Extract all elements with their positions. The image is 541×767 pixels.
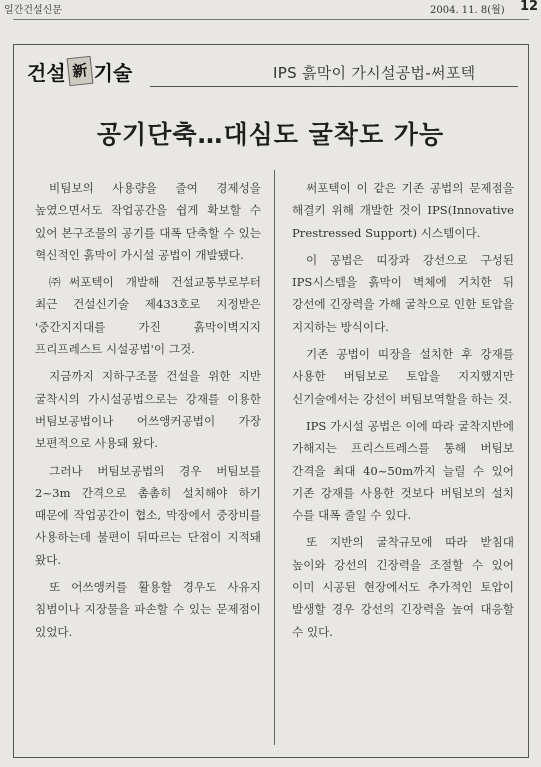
paragraph: 써포텍이 이 같은 기존 공법의 문제점을 해결키 위해 개발한 것이 IPS(Innovative Prestressed Support) 시스템이다. (292, 181, 514, 240)
paragraph: 또 어쓰앵커를 활용할 경우도 사유지 침범이나 지장물을 파손할 수 있는 문제점이 있었다. (35, 580, 261, 639)
section-tag-mid: 新 (66, 56, 93, 86)
paragraph: 지금까지 지하구조물 건설을 위한 지반 굴착시의 가시설공법으로는 강재를 이용한 버팀보공법이나 어쓰앵커공법이 가장 보편적으로 사용돼 왔다. (35, 369, 261, 451)
section-tag (27, 56, 147, 86)
issue-date: 2004. 11. 8(월) (430, 5, 505, 16)
paragraph: ㈜써포텍이 개발해 건설교통부로부터 최근 건설신기술 제433호로 지정받은 '중간지지대를 가진 흙막이벽지지 프리프레스트 시설공법'이 그것. (35, 275, 261, 357)
left-column (35, 177, 261, 648)
subhead-rule (150, 86, 518, 87)
subheadline: IPS 흙막이 가시설공법-써포텍 (273, 64, 476, 82)
page-number: 12 (520, 0, 539, 14)
headline: 공기단축…대심도 굴착도 가능 (96, 120, 445, 149)
paragraph: 비팀보의 사용량을 줄여 경제성을 높였으면서도 작업공간을 쉽게 확보할 수 있어 본구조물의 공기를 대폭 단축할 수 있는 혁신적인 흙막이 가시설 공법이 개발됐다. (35, 181, 261, 262)
paragraph: IPS 가시설 공법은 이에 따라 굴착지반에 가해지는 프리스트레스를 통해 버팀보 간격을 최대 40~50m까지 늘릴 수 있어 기존 강재를 사용한 것보다 버팀보의 설치 수를 대폭 줄일 수 있다. (292, 418, 514, 523)
section-tag-right: 기술 (93, 60, 133, 85)
paragraph: 또 지반의 굴착규모에 따라 받침대 높이와 강선의 긴장력을 조절할 수 있어 이미 시공된 현장에서도 추가적인 토압이 발생할 경우 강선의 긴장력을 높여 대응할 수 있다. (292, 535, 514, 639)
masthead (0, 0, 541, 16)
paragraph: 그러나 버팀보공법의 경우 버팀보를 2~3m 간격으로 촘촘히 설치해야 하기 때문에 작업공간이 협소, 막장에서 중장비를 사용하는데 불편이 뒤따르는 단점이 지적돼 왔다. (35, 463, 261, 567)
right-column (292, 177, 514, 648)
masthead-rule (13, 19, 529, 20)
section-tag-left: 건설 (27, 60, 66, 85)
paragraph: 기존 공법이 띠장을 설치한 후 강재를 사용한 버팀보로 토압을 지지했지만 신기술에서는 강선이 버팀보역할을 하는 것. (292, 347, 514, 406)
column-divider (274, 170, 275, 745)
paragraph: 이 공법은 띠장과 강선으로 구성된 IPS시스템을 흙막이 벽체에 거치한 뒤 강선에 긴장력을 가해 굴착으로 인한 토압을 지지하는 방식이다. (292, 252, 514, 334)
paper-name: 일간건설신문 (4, 5, 62, 16)
